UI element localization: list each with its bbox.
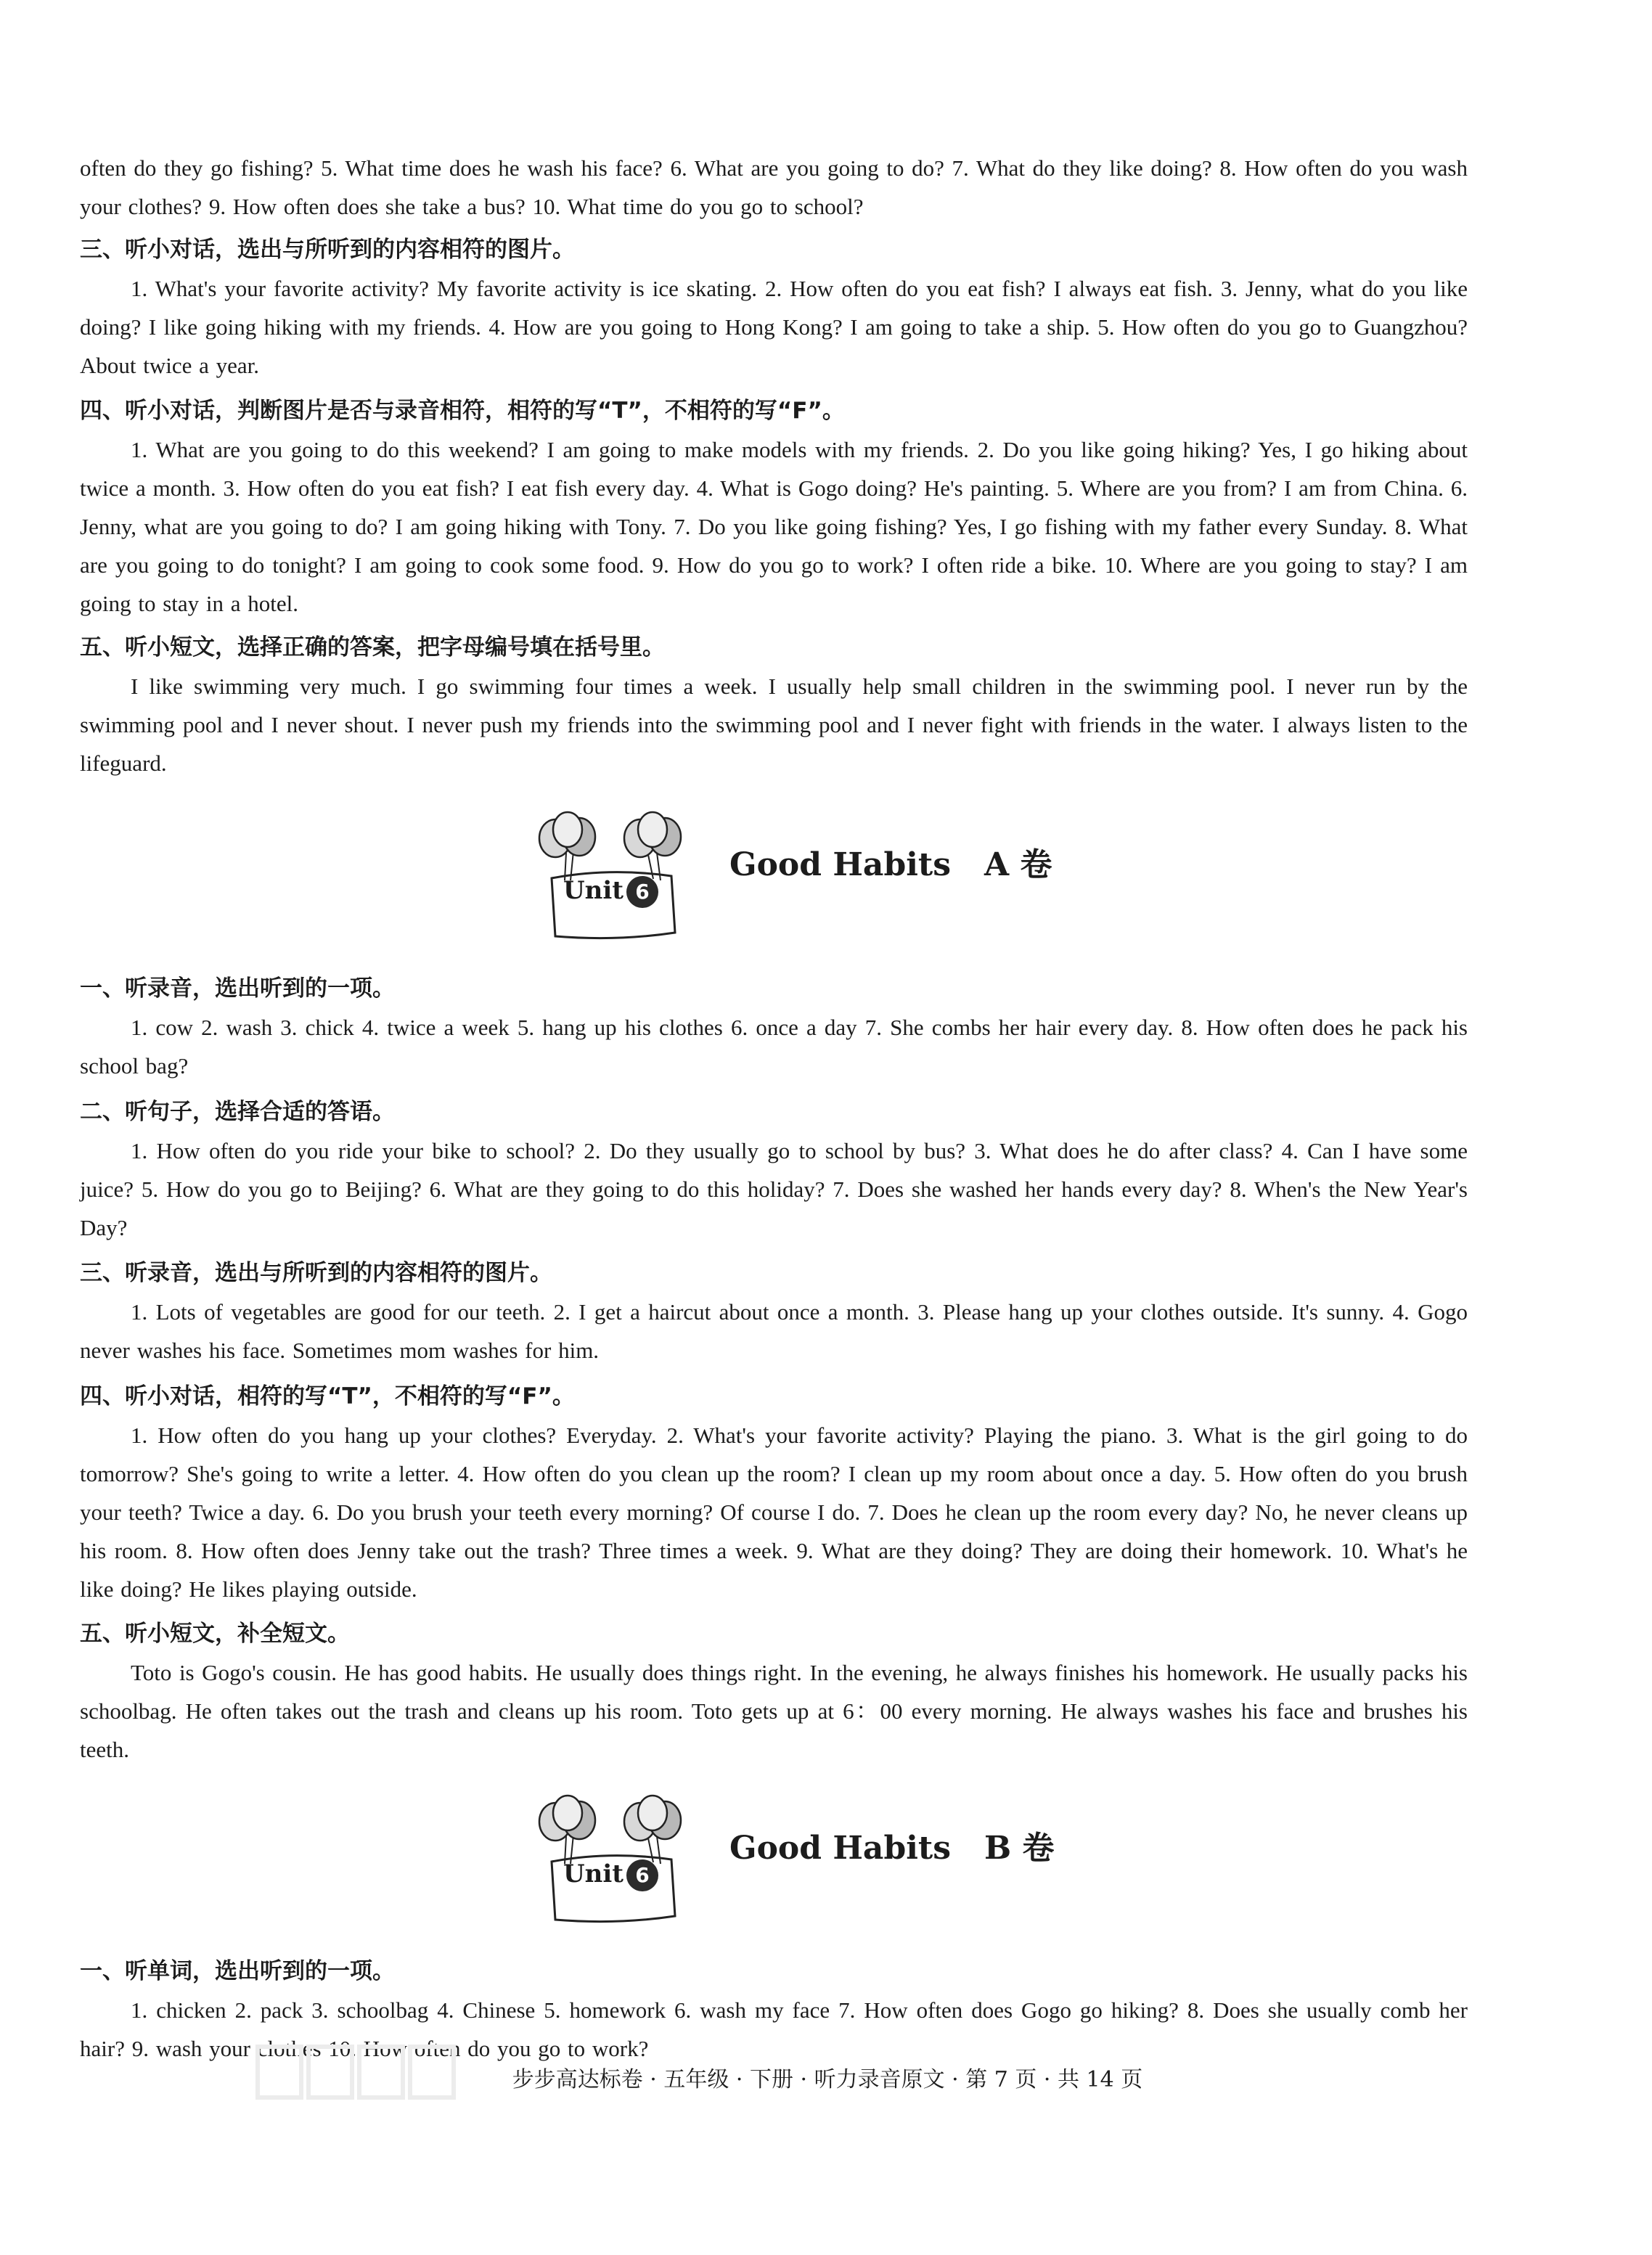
section-4-block: [80, 392, 1468, 623]
unit-version: B 卷: [984, 1830, 1055, 1867]
unit-version: A 卷: [984, 846, 1052, 883]
unit-title: [729, 838, 1052, 885]
section-heading: 五、听小短文，补全短文。: [80, 1621, 350, 1647]
section-heading: 三、听录音，选出与所听到的内容相符的图片。: [80, 1260, 552, 1286]
section-heading: 五、听小短文，选择正确的答案，把字母编号填在括号里。: [80, 634, 665, 660]
section-heading: 二、听句子，选择合适的答语。: [80, 1099, 395, 1125]
unit-a-section-2: [80, 1093, 1468, 1247]
section-heading: 三、听小对话，选出与所听到的内容相符的图片。: [80, 237, 575, 263]
previous-section-continuation: [80, 149, 1468, 226]
section-text: I like swimming very much. I go swimming four times a week. I usually help small children in the swimming pool. I never run by the swimming pool and I never shout. I never push my friends into the swimming pool and I never fight with friends in the water. I always listen to the lifeguard.: [80, 674, 1468, 776]
section-heading: 四、听小对话，相符的写“T”，不相符的写“F”。: [80, 1383, 575, 1409]
section-heading: 一、听录音，选出听到的一项。: [80, 975, 395, 1002]
unit-number-badge: 6: [626, 876, 658, 908]
unit-a-section-4: [80, 1378, 1468, 1608]
section-text: 1. cow 2. wash 3. chick 4. twice a week 5. hang up his clothes 6. once a day 7. She combs her hair every day. 8. How often does he pack his school bag?: [80, 1015, 1468, 1079]
section-text: 1. What are you going to do this weekend? I am going to make models with my friends. 2. Do you like going hiking? Yes, I go hiking about twice a month. 3. How often do you eat fish? I eat fish every day. 4. What is Gogo doing? He's painting. 5. Where are you from? I am from China. 6. Jenny, what are you going to do? I am going hiking with Tony. 7. Do you like going fishing? Yes, I go fishing with my father every Sunday. 8. What are you going to do tonight? I am going to cook some food. 9. How do you go to work? I often ride a bike. 10. Where are you going to stay? I am going to stay in a hotel.: [80, 437, 1468, 616]
unit-label: Unit: [563, 1859, 623, 1888]
page-footer: 步步高达标卷 · 五年级 · 下册 · 听力录音原文 · 第 7 页 · 共 14 页: [512, 2067, 1143, 2092]
section-text: 1. What's your favorite activity? My favorite activity is ice skating. 2. How often do you eat fish? I always eat fish. 3. Jenny, what do you like doing? I like going hiking with my friends. 4. How are you going to Hong Kong? I am going to take a ship. 5. How often do you go to Guangzhou? About twice a year.: [80, 276, 1468, 378]
section-text: 1. chicken 2. pack 3. schoolbag 4. Chinese 5. homework 6. wash my face 7. How often does Gogo go hiking? 8. Does she usually comb her hair? 9. wash your clothes 10. How often do you go to work?: [80, 1997, 1468, 2061]
unit-a-section-5: [80, 1615, 1468, 1769]
section-text: 1. How often do you ride your bike to school? 2. Do they usually go to school by bus? 3. What does he do after class? 4. Can I have some juice? 5. How do you go to Beijing? 6. What are they going to do this holiday? 7. Does she washed her hands every day? 8. When's the New Year's Day?: [80, 1138, 1468, 1240]
unit-label: Unit: [563, 876, 623, 905]
section-text: 1. Lots of vegetables are good for our teeth. 2. I get a haircut about once a month. 3. Please hang up your clothes outside. It's sunny. 4. Gogo never washes his face. Sometimes mom washes for him.: [80, 1299, 1468, 1363]
unit-title-text: Good Habits: [729, 1830, 952, 1867]
unit-a-section-3: [80, 1254, 1468, 1370]
unit-banner-b: [523, 1793, 1118, 1931]
section-5-block: [80, 629, 1468, 782]
unit-title-text: Good Habits: [729, 846, 952, 883]
unit-number-badge: 6: [626, 1859, 658, 1891]
section-text: 1. How often do you hang up your clothes? Everyday. 2. What's your favorite activity? Playing the piano. 3. What is the girl going to do tomorrow? She's going to write a letter. 4. How often do you clean up the room? I clean up my room about once a day. 5. How often do you brush your teeth? Twice a day. 6. Do you brush your teeth every morning? Of course I do. 7. Does he clean up the room every day? No, he never cleans up his room. 8. How often does Jenny take out the trash? Three times a week. 9. What are they doing? They are doing their homework. 10. What's he like doing? He likes playing outside.: [80, 1423, 1468, 1602]
section-3-block: [80, 231, 1468, 385]
section-heading: 四、听小对话，判断图片是否与录音相符，相符的写“T”，不相符的写“F”。: [80, 398, 845, 424]
unit-a-section-1: [80, 970, 1468, 1085]
continuation-text: often do they go fishing? 5. What time does he wash his face? 6. What are you going to do? 7. What do they like doing? 8. How often do you wash your clothes? 9. How often does she take a bus? 10. What time do you go to school?: [80, 155, 1468, 219]
section-heading: 一、听单词，选出听到的一项。: [80, 1958, 395, 1984]
unit-banner-a: [523, 809, 1118, 947]
unit-title: [729, 1822, 1055, 1868]
section-text: Toto is Gogo's cousin. He has good habits. He usually does things right. In the evening, he always finishes his homework. He usually packs his schoolbag. He often takes out the trash and cleans up his room. Toto gets up at 6：00 every morning. He always washes his face and brushes his teeth.: [80, 1660, 1468, 1762]
